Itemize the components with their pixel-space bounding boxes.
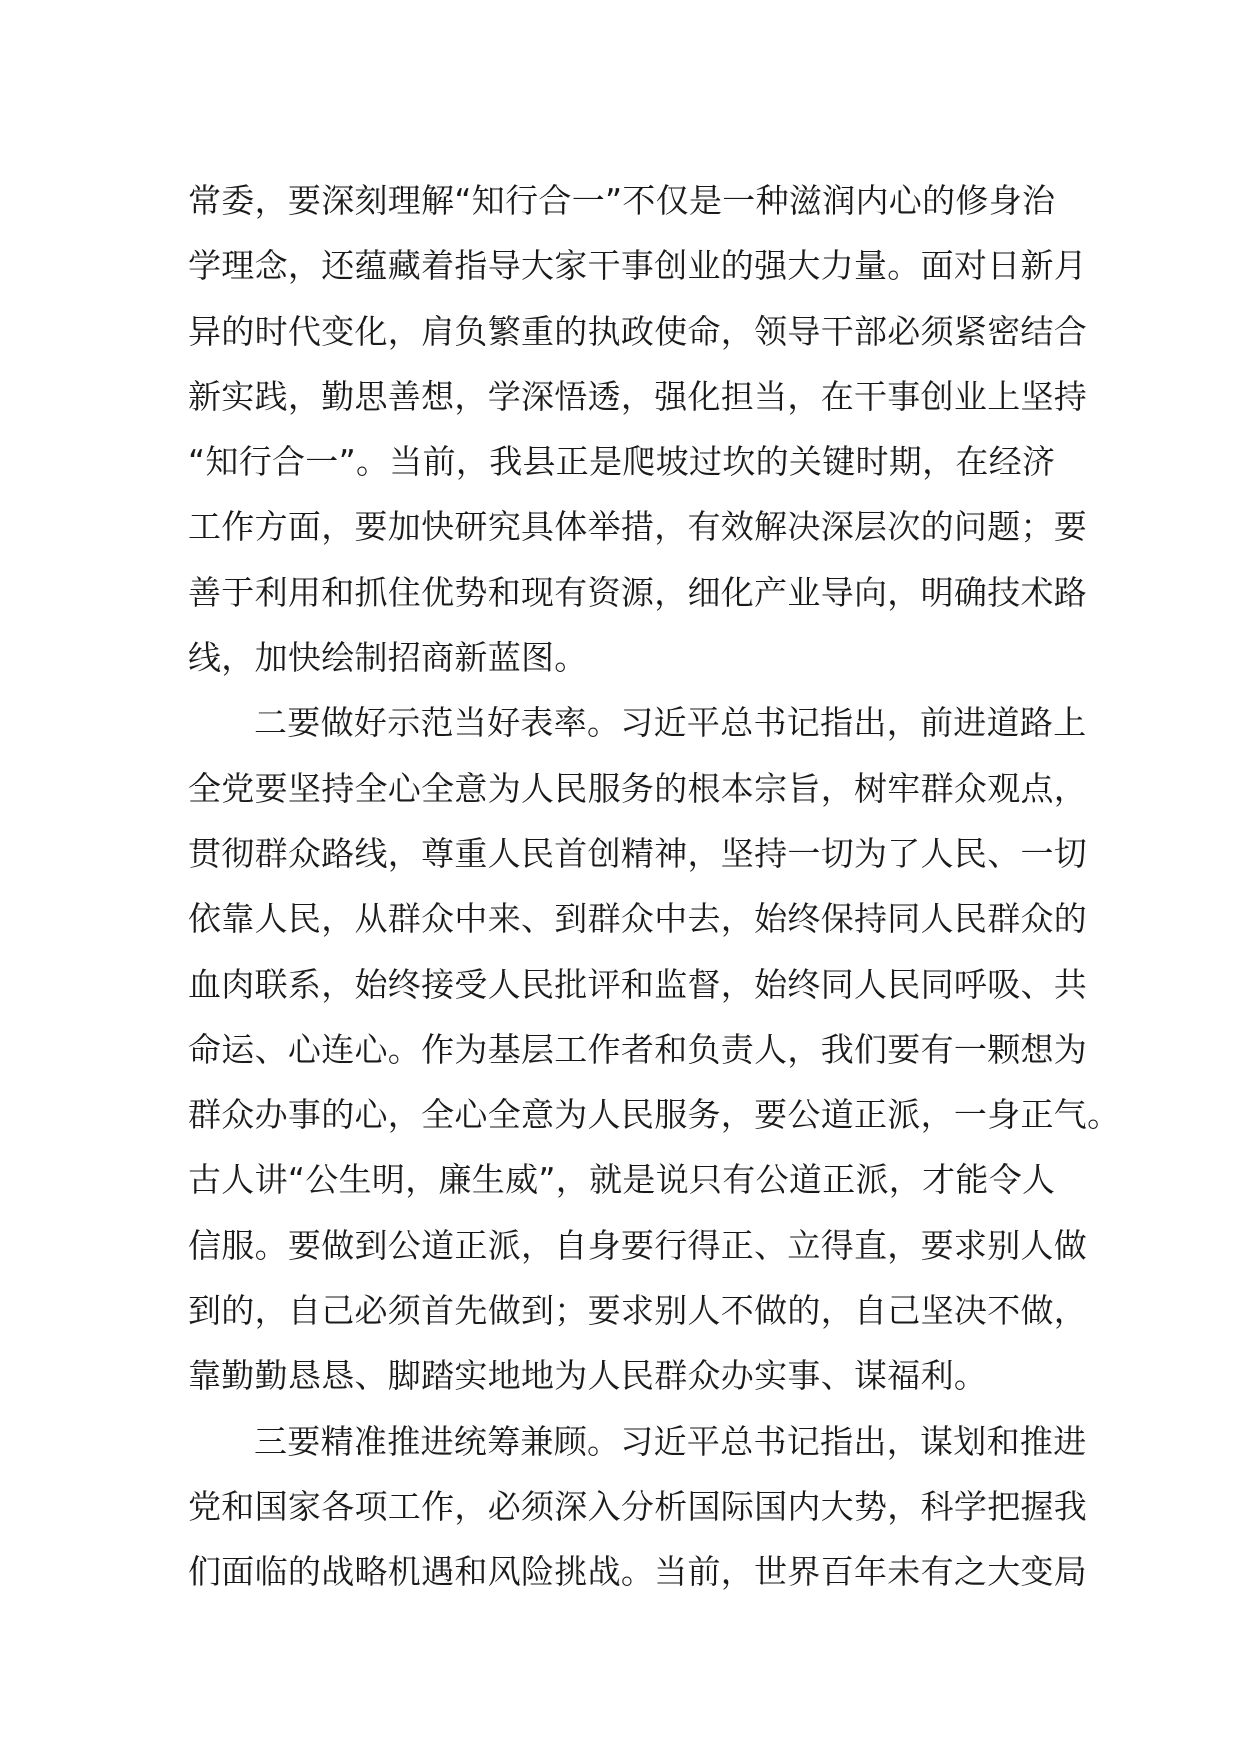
text-line: 到的，自己必须首先做到；要求别人不做的，自己坚决不做， — [188, 1291, 1088, 1331]
text-line: 善于利用和抓住优势和现有资源，细化产业导向，明确技术路 — [188, 572, 1088, 612]
text-line: 学理念，还蕴藏着指导大家干事创业的强大力量。面对日新月 — [188, 246, 1088, 286]
text-line: 全党要坚持全心全意为人民服务的根本宗旨，树牢群众观点， — [188, 768, 1088, 808]
text-line: 古人讲“公生明，廉生威”，就是说只有公道正派，才能令人 — [188, 1160, 1056, 1200]
text-line: 命运、心连心。作为基层工作者和负责人，我们要有一颗想为 — [188, 1029, 1088, 1069]
text-line: “知行合一”。当前，我县正是爬坡过坎的关键时期，在经济 — [188, 442, 1056, 482]
text-line: 依靠人民，从群众中来、到群众中去，始终保持同人民群众的 — [188, 899, 1088, 939]
paragraph-start-line: 三要精准推进统筹兼顾。习近平总书记指出，谋划和推进 — [254, 1421, 1087, 1461]
text-line: 常委，要深刻理解“知行合一”不仅是一种滋润内心的修身治 — [188, 181, 1056, 220]
paragraph-start-line: 二要做好示范当好表率。习近平总书记指出，前进道路上 — [254, 703, 1087, 743]
text-line: 贯彻群众路线，尊重人民首创精神，坚持一切为了人民、一切 — [188, 833, 1088, 873]
text-line: 新实践，勤思善想，学深悟透，强化担当，在干事创业上坚持 — [188, 376, 1088, 416]
text-line: 工作方面，要加快研究具体举措，有效解决深层次的问题；要 — [188, 507, 1088, 547]
text-line: 靠勤勤恳恳、脚踏实地地为人民群众办实事、谋福利。 — [188, 1356, 988, 1396]
text-line: 血肉联系，始终接受人民批评和监督，始终同人民同呼吸、共 — [188, 964, 1088, 1004]
body-text — [188, 168, 1121, 1605]
text-line: 们面临的战略机遇和风险挑战。当前，世界百年未有之大变局 — [188, 1552, 1088, 1592]
text-line: 信服。要做到公道正派，自身要行得正、立得直，要求别人做 — [188, 1225, 1088, 1265]
text-line: 线，加快绘制招商新蓝图。 — [188, 638, 588, 678]
text-line: 异的时代变化，肩负繁重的执政使命，领导干部必须紧密结合 — [188, 311, 1088, 351]
text-line: 党和国家各项工作，必须深入分析国际国内大势，科学把握我 — [188, 1486, 1088, 1526]
text-line: 群众办事的心，全心全意为人民服务，要公道正派，一身正气。 — [188, 1095, 1121, 1135]
